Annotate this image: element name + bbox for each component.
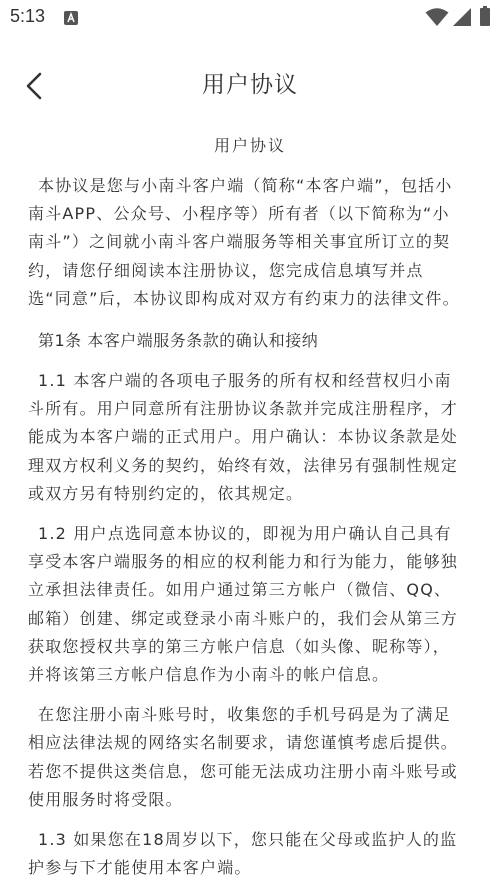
intro-paragraph: 本协议是您与小南斗客户端（简称“本客户端”，包括小南斗APP、公众号、小程序等）所有者（以下简称为“小南斗”）之间就小南斗客户端服务等相关事宜所订立的契约，请您仔细阅读本注册协议，您完成信息填写并点选“同意”后，本协议即构成对双方有约束力的法律文件。 bbox=[28, 176, 460, 308]
agreement-content[interactable] bbox=[0, 124, 500, 888]
clause-1-3: 1.3 如果您在18周岁以下，您只能在父母或监护人的监护参与下才能使用本客户端。 bbox=[28, 830, 458, 878]
page-title: 用户协议 bbox=[202, 72, 298, 98]
status-time: 5:13 bbox=[10, 6, 46, 26]
signal-icon bbox=[452, 7, 472, 31]
clause-1-2: 1.2 用户点选同意本协议的，即视为用户确认自己具有享受本客户端服务的相应的权利能力和行为能力，能够独立承担法律责任。如用户通过第三方帐户（微信、QQ、邮箱）创建、绑定或登录小南斗账户的，我们会从第三方获取您授权共享的第三方帐户信息（如头像、昵称等），并将该第三方帐户信息作为小南斗的帐户信息。 bbox=[28, 524, 459, 685]
a-box-icon bbox=[64, 11, 78, 25]
app-bar bbox=[0, 36, 500, 132]
wifi-icon bbox=[425, 7, 449, 31]
status-bar bbox=[0, 0, 500, 36]
document-title: 用户协议 bbox=[213, 136, 286, 155]
phone-note-paragraph: 在您注册小南斗账号时，收集您的手机号码是为了满足相应法律法规的网络实名制要求，请您谨慎考虑后提供。若您不提供这类信息，您可能无法成功注册小南斗账号或使用服务时将受限。 bbox=[28, 705, 459, 809]
battery-icon bbox=[480, 6, 490, 26]
clause-1-1: 1.1 本客户端的各项电子服务的所有权和经营权归小南斗所有。用户同意所有注册协议条款并完成注册程序，才能成为本客户端的正式用户。用户确认：本协议条款是处理双方权利义务的契约，始终有效，法律另有强制性规定或双方另有特别约定的，依其规定。 bbox=[28, 371, 459, 503]
section-1-title: 第1条 本客户端服务条款的确认和接纳 bbox=[38, 331, 319, 351]
